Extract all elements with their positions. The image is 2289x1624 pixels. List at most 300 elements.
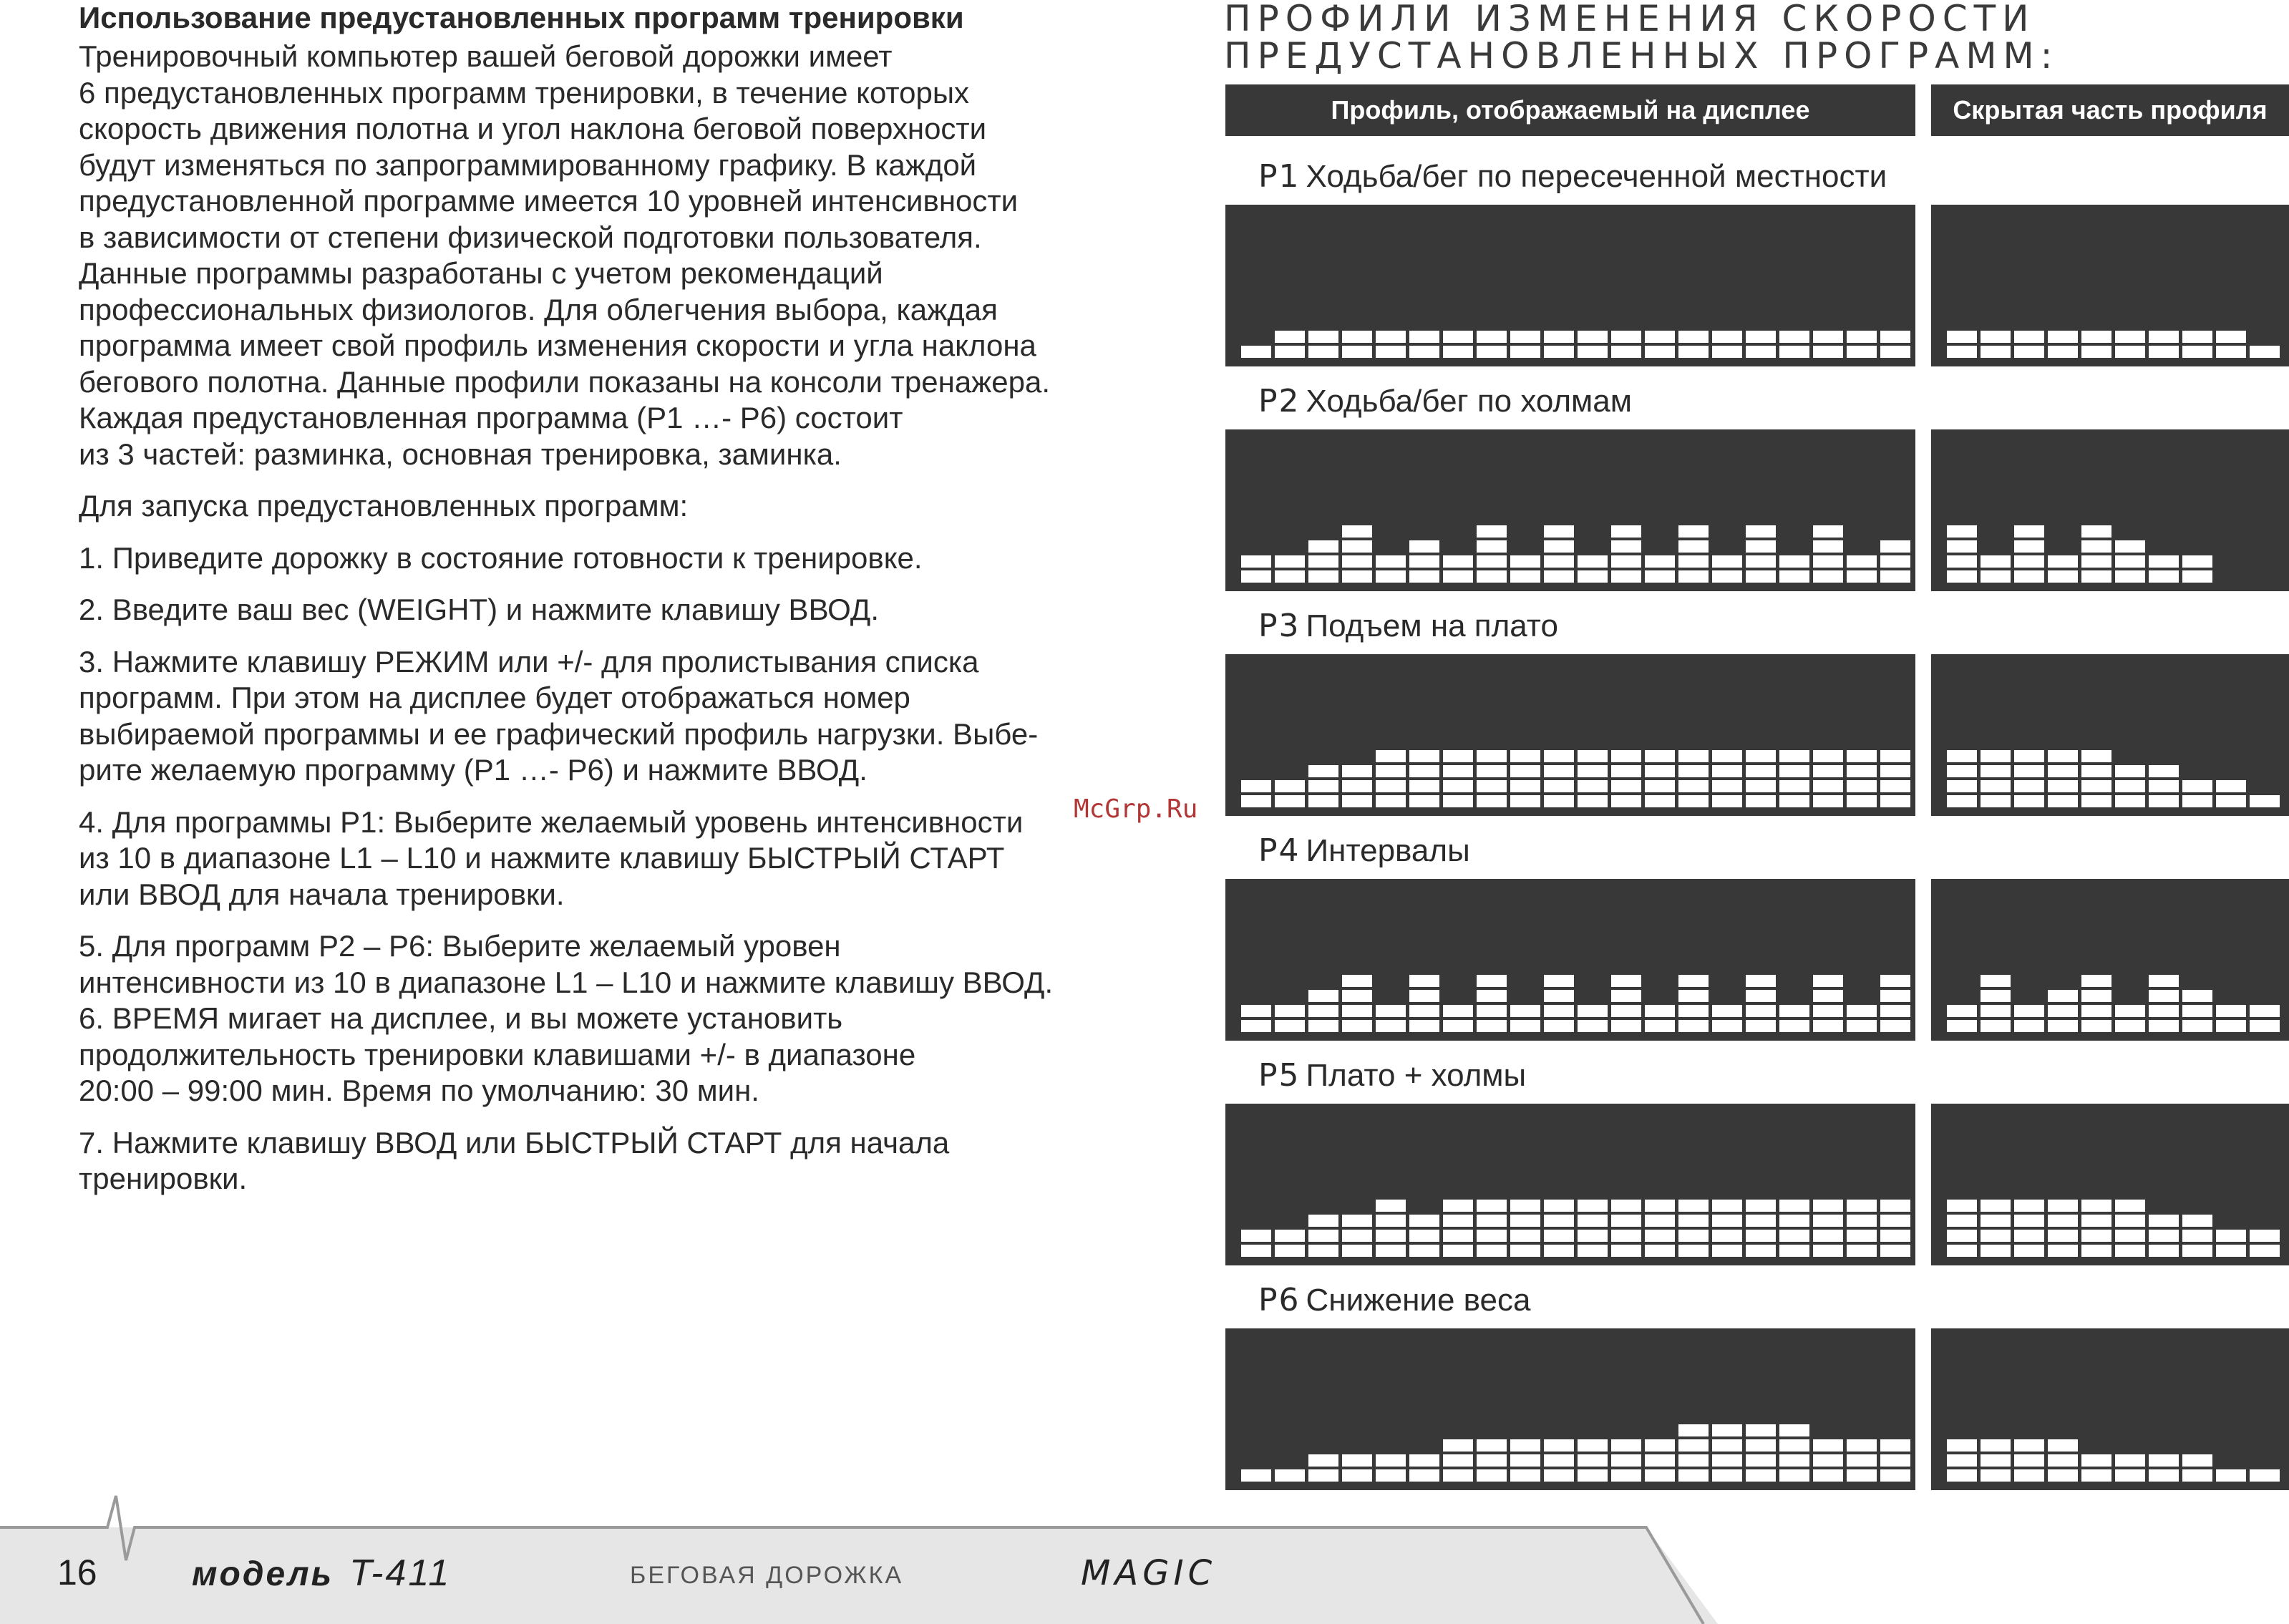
bar-segment xyxy=(1645,1200,1675,1212)
bar-segment xyxy=(1678,795,1709,807)
bar-segment xyxy=(1544,1200,1574,1212)
bar-segment xyxy=(1678,1215,1709,1227)
profile-bar xyxy=(1813,750,1843,807)
bar-segment xyxy=(2149,1230,2179,1242)
bar-segment xyxy=(1880,765,1910,777)
profile-bar xyxy=(1376,1005,1406,1032)
bar-segment xyxy=(2014,1020,2044,1032)
bar-segment xyxy=(1342,795,1372,807)
bar-segment xyxy=(2115,1200,2145,1212)
bar-segment xyxy=(1678,1230,1709,1242)
bar-segment xyxy=(1779,1439,1809,1452)
bar-segment xyxy=(1779,780,1809,792)
program-name: Ходьба/бег по пересеченной местности xyxy=(1306,159,1887,194)
bar-segment xyxy=(1746,765,1776,777)
bar-segment xyxy=(1678,750,1709,762)
bar-segment xyxy=(1443,1005,1473,1017)
bar-segment xyxy=(1645,750,1675,762)
bar-segment xyxy=(1947,1245,1977,1257)
bar-segment xyxy=(1746,990,1776,1002)
profile-bar xyxy=(2115,765,2145,807)
profile-bar xyxy=(1544,331,1574,358)
bar-segment xyxy=(1746,975,1776,987)
bar-segment xyxy=(1611,750,1641,762)
profile-bar xyxy=(1678,525,1709,583)
bar-segment xyxy=(1981,1020,2011,1032)
bar-segment xyxy=(1779,570,1809,583)
bar-segment xyxy=(2014,1005,2044,1017)
profile-bar xyxy=(1477,750,1507,807)
bar-segment xyxy=(1645,1020,1675,1032)
profile-bar xyxy=(2250,346,2280,358)
profiles-title: ПРОФИЛИ ИЗМЕНЕНИЯ СКОРОСТИ ПРЕДУСТАНОВЛЕННЫХ ПРОГРАММ: xyxy=(1224,0,2059,77)
bar-segment xyxy=(1847,346,1877,358)
profile-bar xyxy=(2216,1005,2246,1032)
intro-paragraph: Тренировочный компьютер вашей беговой дорожки имеет 6 предустановленных программ тренировки, в течение которых скорость движения полотна и угол наклона беговой поверхности будут изменяться по запрограммированному графику. В каждой предустановленной программе имеется 10 уровней интенсивности в зависимости от степени физической подготовки пользователя. Данные программы разработаны с учетом рекомендаций профессиональных физиологов. Для облегчения выбора, каждая программа имеет свой профиль изменения скорости и угла наклона бегового полотна. Данные профили показаны на консоли тренажера. Каждая предустановленная программа (P1 …- P6) состоит из 3 частей: разминка, основная тренировка, заминка. xyxy=(79,39,1051,471)
profile-bar xyxy=(1981,1200,2011,1257)
bar-segment xyxy=(1880,570,1910,583)
bar-segment xyxy=(1981,346,2011,358)
header-hidden-profile: Скрытая часть профиля xyxy=(1931,84,2289,136)
bar-segment xyxy=(1611,765,1641,777)
program-title xyxy=(1258,159,1887,195)
bar-segment xyxy=(1746,1230,1776,1242)
profile-bar xyxy=(2014,750,2044,807)
bar-segment xyxy=(2115,1215,2145,1227)
step-6: 6. ВРЕМЯ мигает на дисплее, и вы можете установить продолжительность тренировки клавишами +/- в диапазоне 20:00 – 99:00 мин. Время по умолчанию: 30 мин. xyxy=(79,1001,916,1107)
bar-segment xyxy=(1443,1230,1473,1242)
program-row-p3 xyxy=(0,606,2289,827)
bar-segment xyxy=(2014,1215,2044,1227)
bar-segment xyxy=(1510,795,1540,807)
profile-bar xyxy=(1746,331,1776,358)
bar-segment xyxy=(1241,346,1271,358)
profile-bar xyxy=(1510,750,1540,807)
bar-segment xyxy=(2014,765,2044,777)
bar-segment xyxy=(1308,780,1338,792)
bar-segment xyxy=(1443,1020,1473,1032)
profile-bar xyxy=(2182,780,2212,807)
profile-bar xyxy=(2048,555,2078,583)
profile-bar xyxy=(1409,540,1439,583)
profile-hidden-panel xyxy=(1931,654,2289,816)
bar-segment xyxy=(1510,555,1540,568)
bar-segment xyxy=(1308,765,1338,777)
bar-segment xyxy=(1813,1439,1843,1452)
program-name: Снижение веса xyxy=(1306,1283,1531,1318)
profile-bar xyxy=(1275,1005,1305,1032)
bar-segment xyxy=(2216,331,2246,343)
bar-segment xyxy=(1275,1230,1305,1242)
program-row-p5 xyxy=(0,1055,2289,1277)
bar-segment xyxy=(1544,1020,1574,1032)
profile-bar xyxy=(2081,331,2111,358)
bar-segment xyxy=(1947,1215,1977,1227)
bar-segment xyxy=(1376,1245,1406,1257)
bar-segment xyxy=(1544,750,1574,762)
bar-segment xyxy=(1981,750,2011,762)
step-3: 3. Нажмите клавишу РЕЖИМ или +/- для пролистывания списка программ. При этом на дисплее будет отображаться номер выбираемой программы и ее графический профиль нагрузки. Выбе- рите желаемую программу (P1 …- P6) и нажмите ВВОД. xyxy=(79,644,1039,787)
profile-bar xyxy=(1544,750,1574,807)
bar-segment xyxy=(1544,331,1574,343)
bar-segment xyxy=(1947,765,1977,777)
bar-segment xyxy=(2250,346,2280,358)
profile-bar xyxy=(2216,331,2246,358)
bar-segment xyxy=(1712,331,1742,343)
bar-segment xyxy=(1981,555,2011,568)
bar-segment xyxy=(1308,570,1338,583)
program-row-p2 xyxy=(0,381,2289,603)
bar-segment xyxy=(2081,1215,2111,1227)
bar-segment xyxy=(1678,765,1709,777)
bar-segment xyxy=(1578,1245,1608,1257)
bar-segment xyxy=(2250,1020,2280,1032)
bar-segment xyxy=(1443,346,1473,358)
profile-bar xyxy=(2081,975,2111,1032)
profile-bar xyxy=(1544,525,1574,583)
bar-segment xyxy=(2048,346,2078,358)
bar-segment xyxy=(1981,780,2011,792)
bar-segment xyxy=(1712,346,1742,358)
bar-segment xyxy=(2250,1245,2280,1257)
profile-bar xyxy=(2149,975,2179,1032)
bar-segment xyxy=(1981,765,2011,777)
profile-bar xyxy=(1947,1005,1977,1032)
profile-bar xyxy=(1880,1200,1910,1257)
program-title xyxy=(1258,833,1470,869)
bar-segment xyxy=(1847,1200,1877,1212)
bar-segment xyxy=(1544,555,1574,568)
step-2: 2. Введите ваш вес (WEIGHT) и нажмите клавишу ВВОД. xyxy=(79,593,880,626)
profile-bar xyxy=(1981,750,2011,807)
bar-segment xyxy=(1678,346,1709,358)
profile-bar xyxy=(1880,975,1910,1032)
bar-segment xyxy=(2048,765,2078,777)
profile-bar xyxy=(1275,555,1305,583)
bar-segment xyxy=(1947,1200,1977,1212)
bar-segment xyxy=(1779,1424,1809,1436)
profile-display-panel xyxy=(1225,205,1915,366)
bar-segment xyxy=(1678,1020,1709,1032)
bar-segment xyxy=(2014,570,2044,583)
profile-bar xyxy=(1678,975,1709,1032)
profile-bar xyxy=(2149,1215,2179,1257)
bar-segment xyxy=(1308,1245,1338,1257)
bar-segment xyxy=(1477,525,1507,538)
bar-segment xyxy=(1308,1230,1338,1242)
profile-bar xyxy=(1645,555,1675,583)
profile-bar xyxy=(1813,525,1843,583)
bar-segment xyxy=(2182,1005,2212,1017)
profile-hidden-panel xyxy=(1931,1104,2289,1265)
bar-segment xyxy=(1611,780,1641,792)
bar-segment xyxy=(1275,780,1305,792)
profile-bar xyxy=(1275,331,1305,358)
profile-bar xyxy=(2149,555,2179,583)
bar-segment xyxy=(2182,795,2212,807)
bar-segment xyxy=(1779,555,1809,568)
profile-bar xyxy=(2115,540,2145,583)
program-name: Плато + холмы xyxy=(1306,1058,1527,1093)
profile-bar xyxy=(2182,331,2212,358)
bar-segment xyxy=(1578,780,1608,792)
bar-segment xyxy=(1981,570,2011,583)
bar-segment xyxy=(1275,1245,1305,1257)
bar-segment xyxy=(1544,570,1574,583)
bar-segment xyxy=(2182,780,2212,792)
section-heading: Использование предустановленных программ тренировки xyxy=(79,1,964,34)
bar-segment xyxy=(2115,1245,2145,1257)
bar-segment xyxy=(1409,1215,1439,1227)
bar-segment xyxy=(1544,1439,1574,1452)
bar-segment xyxy=(1880,1200,1910,1212)
bar-segment xyxy=(1678,570,1709,583)
page-number: 16 xyxy=(57,1552,97,1593)
bar-segment xyxy=(1645,1215,1675,1227)
bar-segment xyxy=(1342,990,1372,1002)
profile-bar xyxy=(1376,555,1406,583)
bar-segment xyxy=(1477,990,1507,1002)
bar-segment xyxy=(1981,331,2011,343)
profile-bar xyxy=(1779,331,1809,358)
profile-bar xyxy=(1746,975,1776,1032)
profile-bar xyxy=(1477,331,1507,358)
bar-segment xyxy=(1376,750,1406,762)
bar-segment xyxy=(1981,975,2011,987)
bar-segment xyxy=(1847,1439,1877,1452)
profile-bar xyxy=(1611,750,1641,807)
profile-bar xyxy=(1342,765,1372,807)
bar-segment xyxy=(1443,750,1473,762)
bar-segment xyxy=(1409,990,1439,1002)
profile-hidden-panel-chart xyxy=(1931,429,2289,591)
bar-segment xyxy=(1813,1005,1843,1017)
bar-segment xyxy=(2048,555,2078,568)
profile-bar xyxy=(2115,1005,2145,1032)
bar-segment xyxy=(1578,1215,1608,1227)
bar-segment xyxy=(1847,1005,1877,1017)
bar-segment xyxy=(2081,331,2111,343)
bar-segment xyxy=(2081,750,2111,762)
bar-segment xyxy=(1611,540,1641,553)
bar-segment xyxy=(1847,780,1877,792)
bar-segment xyxy=(2149,975,2179,987)
program-name: Ходьба/бег по холмам xyxy=(1306,384,1632,419)
profile-bar xyxy=(1611,1200,1641,1257)
profile-bar xyxy=(1678,1200,1709,1257)
bar-segment xyxy=(1443,331,1473,343)
bar-segment xyxy=(2048,990,2078,1002)
bar-segment xyxy=(2014,1439,2044,1452)
profile-hidden-panel xyxy=(1931,429,2289,591)
bar-segment xyxy=(1275,570,1305,583)
bar-segment xyxy=(1981,1215,2011,1227)
profile-display-panel-chart xyxy=(1225,429,1915,591)
bar-segment xyxy=(2014,1200,2044,1212)
profile-bar xyxy=(1510,1005,1540,1032)
profile-bar xyxy=(1275,780,1305,807)
profile-bar xyxy=(2014,1200,2044,1257)
bar-segment xyxy=(1241,1005,1271,1017)
bar-segment xyxy=(1746,1215,1776,1227)
profile-bar xyxy=(1376,750,1406,807)
bar-segment xyxy=(1880,795,1910,807)
bar-segment xyxy=(1947,525,1977,538)
profile-bar xyxy=(1712,1200,1742,1257)
profile-display-panel xyxy=(1225,879,1915,1041)
bar-segment xyxy=(1275,1020,1305,1032)
profile-bar xyxy=(1947,525,1977,583)
bar-segment xyxy=(1611,1245,1641,1257)
bar-segment xyxy=(2081,1005,2111,1017)
bar-segment xyxy=(1544,1230,1574,1242)
bar-segment xyxy=(2081,765,2111,777)
bar-segment xyxy=(1981,795,2011,807)
bar-segment xyxy=(1342,346,1372,358)
bar-segment xyxy=(2182,1245,2212,1257)
step-4: 4. Для программы P1: Выберите желаемый уровень интенсивности из 10 в диапазоне L1 – L10 и нажмите клавишу БЫСТРЫЙ СТАРТ или ВВОД для начала тренировки. xyxy=(79,804,1024,911)
bar-segment xyxy=(1712,1200,1742,1212)
bar-segment xyxy=(1510,1245,1540,1257)
bar-segment xyxy=(1342,331,1372,343)
bar-segment xyxy=(1241,1230,1271,1242)
bar-segment xyxy=(1275,346,1305,358)
bar-segment xyxy=(1443,570,1473,583)
bar-segment xyxy=(1308,795,1338,807)
bar-segment xyxy=(1544,765,1574,777)
bar-segment xyxy=(2081,990,2111,1002)
bar-segment xyxy=(2115,540,2145,553)
bar-segment xyxy=(2081,525,2111,538)
profile-bar xyxy=(1645,1005,1675,1032)
bar-segment xyxy=(1746,1020,1776,1032)
profile-bar xyxy=(2216,1230,2246,1257)
bar-segment xyxy=(1342,540,1372,553)
bar-segment xyxy=(1443,1215,1473,1227)
bar-segment xyxy=(1578,1200,1608,1212)
bar-segment xyxy=(1746,331,1776,343)
bar-segment xyxy=(1813,1200,1843,1212)
model-label: модель T-411 xyxy=(192,1552,452,1594)
profile-bar xyxy=(1645,1200,1675,1257)
bar-segment xyxy=(1947,331,1977,343)
profile-bar xyxy=(1477,1200,1507,1257)
bar-segment xyxy=(2014,780,2044,792)
bar-segment xyxy=(1746,750,1776,762)
bar-segment xyxy=(1746,1005,1776,1017)
bar-segment xyxy=(1510,750,1540,762)
bar-segment xyxy=(1477,750,1507,762)
bar-segment xyxy=(1308,346,1338,358)
bar-segment xyxy=(1611,1215,1641,1227)
bar-segment xyxy=(1409,555,1439,568)
bar-segment xyxy=(2149,555,2179,568)
profile-bar xyxy=(1443,750,1473,807)
bar-segment xyxy=(1712,780,1742,792)
bar-segment xyxy=(1477,1439,1507,1452)
bar-segment xyxy=(1578,795,1608,807)
program-title xyxy=(1258,384,1632,419)
profile-bar xyxy=(1308,540,1338,583)
bar-segment xyxy=(1376,1230,1406,1242)
bar-segment xyxy=(2216,1005,2246,1017)
bar-segment xyxy=(1813,780,1843,792)
bar-segment xyxy=(1880,1020,1910,1032)
bar-segment xyxy=(1477,555,1507,568)
profile-bar xyxy=(1981,555,2011,583)
bar-segment xyxy=(1308,540,1338,553)
bar-segment xyxy=(2048,795,2078,807)
bar-segment xyxy=(1947,750,1977,762)
bar-segment xyxy=(1578,1020,1608,1032)
bar-segment xyxy=(1342,1230,1372,1242)
bar-segment xyxy=(1477,765,1507,777)
bar-segment xyxy=(1409,1020,1439,1032)
profile-bar xyxy=(1880,750,1910,807)
bar-segment xyxy=(1746,780,1776,792)
profile-bar xyxy=(1241,555,1271,583)
program-title xyxy=(1258,1058,1526,1094)
bar-segment xyxy=(1308,555,1338,568)
bar-segment xyxy=(1947,570,1977,583)
bar-segment xyxy=(2149,990,2179,1002)
bar-segment xyxy=(1813,331,1843,343)
bar-segment xyxy=(1544,1245,1574,1257)
profile-display-panel-chart xyxy=(1225,879,1915,1041)
bar-segment xyxy=(1376,555,1406,568)
bar-segment xyxy=(1880,1439,1910,1452)
profile-bar xyxy=(2048,750,2078,807)
bar-segment xyxy=(1376,570,1406,583)
bar-segment xyxy=(1443,555,1473,568)
bar-segment xyxy=(1342,780,1372,792)
bar-segment xyxy=(1981,1245,2011,1257)
bar-segment xyxy=(1544,795,1574,807)
profile-bar xyxy=(2014,525,2044,583)
bar-segment xyxy=(1376,765,1406,777)
bar-segment xyxy=(1813,540,1843,553)
bar-segment xyxy=(1746,1245,1776,1257)
bar-segment xyxy=(1510,570,1540,583)
bar-segment xyxy=(1578,555,1608,568)
bar-segment xyxy=(1645,1005,1675,1017)
bar-segment xyxy=(1510,1439,1540,1452)
profile-bar xyxy=(2149,765,2179,807)
bar-segment xyxy=(1477,780,1507,792)
profile-bar xyxy=(1409,750,1439,807)
bar-segment xyxy=(1510,346,1540,358)
profile-bar xyxy=(1779,750,1809,807)
profile-bar xyxy=(1746,525,1776,583)
profile-bar xyxy=(1578,750,1608,807)
profile-bar xyxy=(2014,331,2044,358)
bar-segment xyxy=(1847,1020,1877,1032)
profile-bar xyxy=(1241,780,1271,807)
bar-segment xyxy=(1544,540,1574,553)
product-type: БЕГОВАЯ ДОРОЖКА xyxy=(630,1562,904,1589)
bar-segment xyxy=(2149,346,2179,358)
bar-segment xyxy=(1409,750,1439,762)
bar-segment xyxy=(2149,1215,2179,1227)
bar-segment xyxy=(1477,570,1507,583)
bar-segment xyxy=(2216,1020,2246,1032)
profile-bar xyxy=(1544,1200,1574,1257)
profile-bar xyxy=(1847,750,1877,807)
profile-bar xyxy=(1813,331,1843,358)
bar-segment xyxy=(1947,1020,1977,1032)
bar-segment xyxy=(1645,555,1675,568)
profile-display-panel xyxy=(1225,1104,1915,1265)
